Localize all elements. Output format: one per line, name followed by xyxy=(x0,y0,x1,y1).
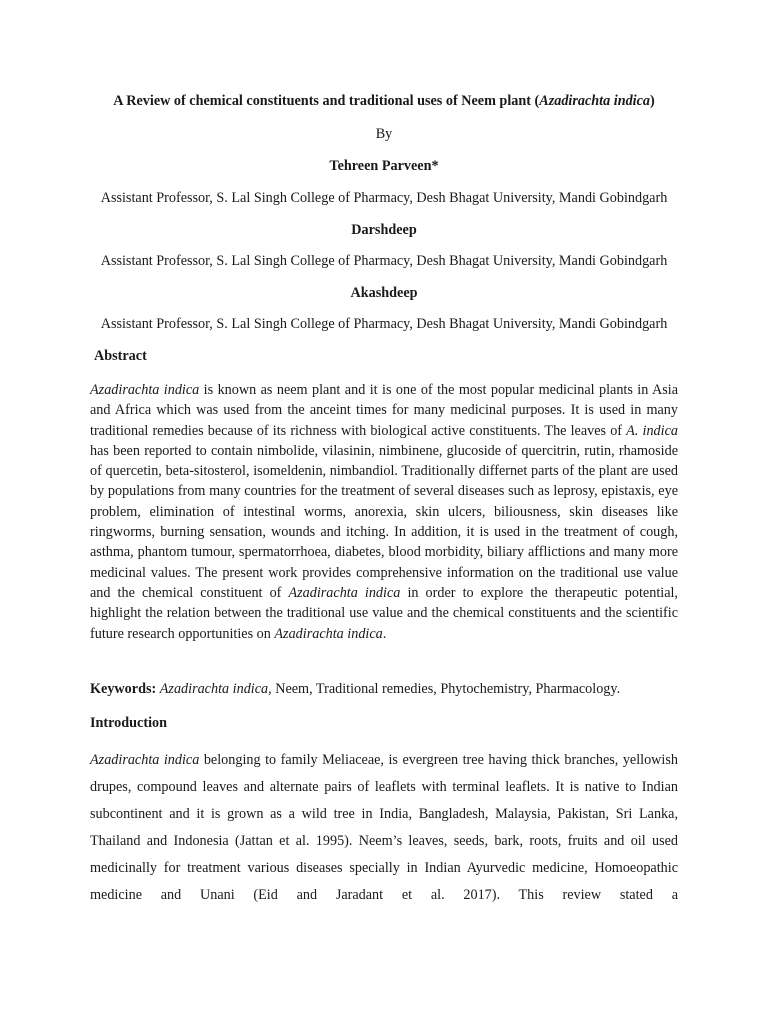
author-affiliation-3: Assistant Professor, S. Lal Singh College of Pharmacy, Desh Bhagat University, Mandi Gobindgarh xyxy=(100,316,668,332)
author-name-2: Darshdeep xyxy=(351,222,417,238)
abstract-heading: Abstract xyxy=(94,348,147,364)
introduction-text: Azadirachta indica belonging to family Meliaceae, is evergreen tree having thick branches, yellowish drupes, compound leaves and alternate pairs of leaflets with terminal leaflets. It is native to Indian subcontinent and it is grown as a wild tree in India, Bangladesh, Malaysia, Pakistan, Sri Lanka, Thailand and Indonesia (Jattan et al. 1995). Neem’s leaves, seeds, bark, roots, fruits and oil used medicinally for treatment various diseases specially in Indian Ayurvedic medicine, Homoeopathic medicine and Unani (Eid and Jaradant et al. 2017). This review stated a xyxy=(90,752,678,904)
keywords-line: Keywords: Azadirachta indica, Neem, Traditional remedies, Phytochemistry, Pharmacology. xyxy=(90,681,621,697)
by-line: By xyxy=(375,126,393,142)
paper-title: A Review of chemical constituents and traditional uses of Neem plant (Azadirachta indica) xyxy=(113,93,655,109)
author-affiliation-1: Assistant Professor, S. Lal Singh College of Pharmacy, Desh Bhagat University, Mandi Gobindgarh xyxy=(100,190,668,206)
keywords-label: Keywords: xyxy=(90,681,157,697)
author-name-1: Tehreen Parveen* xyxy=(329,158,439,174)
title-species-name: Azadirachta indica xyxy=(539,93,651,109)
author-name-3: Akashdeep xyxy=(350,285,418,301)
introduction-heading: Introduction xyxy=(90,715,167,731)
author-affiliation-2: Assistant Professor, S. Lal Singh College of Pharmacy, Desh Bhagat University, Mandi Gobindgarh xyxy=(100,253,668,269)
abstract-text: Azadirachta indica is known as neem plant and it is one of the most popular medicinal plants in Asia and Africa which was used from the anceint times for many medicinal purposes. It is used in many traditional remedies because of its richness with biological active constituents. The leaves of A. indica has been reported to contain nimbolide, vilasinin, nimbinene, glucoside of quercitrin, rutin, rhamoside of quercetin, beta-sitosterol, isomeldenin, nimbandiol. Traditionally differnet parts of the plant are used by populations from many countries for the treatment of several diseases such as leprosy, epistaxis, eye problem, elimination of intestinal worms, anorexia, skin ulcers, biliousness, skin diseases like ringworms, burning sensation, wounds and itching. In addition, it is used in the treatment of cough, asthma, phantom tumour, spermatorrhoea, diabetes, blood morbidity, biliary afflictions and many more medicinal values. The present work provides comprehensive information on the traditional use value and the chemical constituent of Azadirachta indica in order to explore the therapeutic potential, highlight the relation between the traditional use value and the chemical constituents and the scientific future research opportunities on Azadirachta indica. xyxy=(90,382,678,642)
